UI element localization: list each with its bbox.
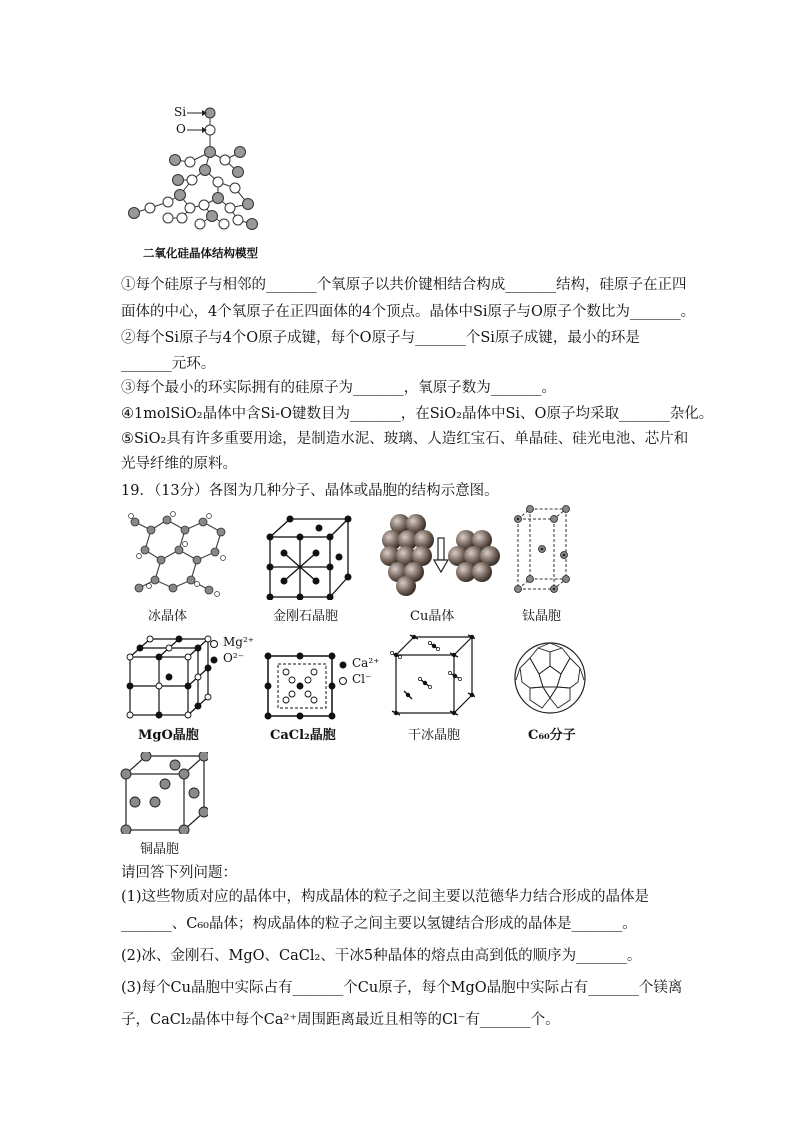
cacl2-legend-cl-icon xyxy=(338,676,348,686)
mgo-legend-mg-icon xyxy=(209,639,219,649)
sio2-question-line: ③每个最小的环实际拥有的硅原子为_______，氧原子数为_______。 xyxy=(121,380,556,396)
dry-ice-cell-figure xyxy=(390,633,475,718)
sio2-question-line: 光导纤维的原料。 xyxy=(121,456,237,472)
ice-crystal-figure xyxy=(125,508,235,600)
titanium-cell-caption: 钛晶胞 xyxy=(522,609,562,624)
sio2-caption: 二氧化硅晶体结构模型 xyxy=(143,246,258,260)
dry-ice-cell-caption: 干冰晶胞 xyxy=(408,728,461,743)
sio2-question-line: ④1molSiO₂晶体中含Si-O键数目为_______，在SiO₂晶体中Si、O原子均采取_______杂化。 xyxy=(121,406,714,422)
cacl2-legend-cl: Cl⁻ xyxy=(352,672,372,686)
sio2-question-line: _______元环。 xyxy=(121,356,216,372)
c60-molecule-figure xyxy=(512,640,588,716)
mgo-cell-figure xyxy=(122,635,217,720)
mgo-cell-caption: MgO晶胞 xyxy=(138,728,199,743)
question-19-header: 19．（13分）各图为几种分子、晶体或晶胞的结构示意图。 xyxy=(121,483,499,499)
answer-prompt: 请回答下列问题： xyxy=(121,865,237,881)
cu-crystal-caption: Cu晶体 xyxy=(410,609,455,624)
mgo-legend-o: O²⁻ xyxy=(223,651,244,665)
mgo-legend-mg: Mg²⁺ xyxy=(223,635,255,649)
q19-line: (3)每个Cu晶胞中实际占有_______个Cu原子，每个MgO晶胞中实际占有_______个镁离 xyxy=(121,980,683,996)
cu-crystal-figure xyxy=(378,510,508,600)
cacl2-cell-caption: CaCl₂晶胞 xyxy=(270,728,336,743)
titanium-cell-figure xyxy=(508,505,588,603)
q19-line: 子，CaCl₂晶体中每个Ca²⁺周围距离最近且相等的Cl⁻有_______个。 xyxy=(121,1012,560,1028)
sio2-question-line: 面体的中心，4个氧原子在正四面体的4个顶点。晶体中Si原子与O原子个数比为_______。 xyxy=(121,304,696,320)
mgo-legend-o-icon xyxy=(209,655,219,665)
sio2-label-o: O xyxy=(176,122,186,136)
sio2-question-line: ①每个硅原子与相邻的_______个氧原子以共价键相结合构成_______结构，硅原子在正四 xyxy=(121,277,687,293)
diamond-cell-figure xyxy=(262,515,352,600)
copper-cell-caption: 铜晶胞 xyxy=(140,842,180,857)
sio2-label-si: Si xyxy=(174,105,187,119)
diamond-cell-caption: 金刚石晶胞 xyxy=(273,609,339,624)
cacl2-legend-ca-icon xyxy=(338,660,348,670)
c60-molecule-caption: C₆₀分子 xyxy=(528,728,576,743)
q19-line: _______、C₆₀晶体；构成晶体的粒子之间主要以氢键结合形成的晶体是_______。 xyxy=(121,916,637,932)
cacl2-legend-ca: Ca²⁺ xyxy=(352,656,380,670)
cacl2-cell-figure xyxy=(262,650,342,722)
sio2-question-line: ②每个Si原子与4个O原子成键，每个O原子与_______个Si原子成键，最小的环是 xyxy=(121,330,640,346)
copper-cell-figure xyxy=(118,752,208,834)
sio2-question-line: ⑤SiO₂具有许多重要用途，是制造水泥、玻璃、人造红宝石、单晶硅、硅光电池、芯片和 xyxy=(121,431,689,447)
ice-crystal-caption: 冰晶体 xyxy=(148,609,188,624)
q19-line: (2)冰、金刚石、MgO、CaCl₂、干冰5种晶体的熔点由高到低的顺序为_______。 xyxy=(121,948,642,964)
q19-line: (1)这些物质对应的晶体中，构成晶体的粒子之间主要以范德华力结合形成的晶体是 xyxy=(121,889,650,905)
sio2-structure-figure xyxy=(120,100,290,265)
